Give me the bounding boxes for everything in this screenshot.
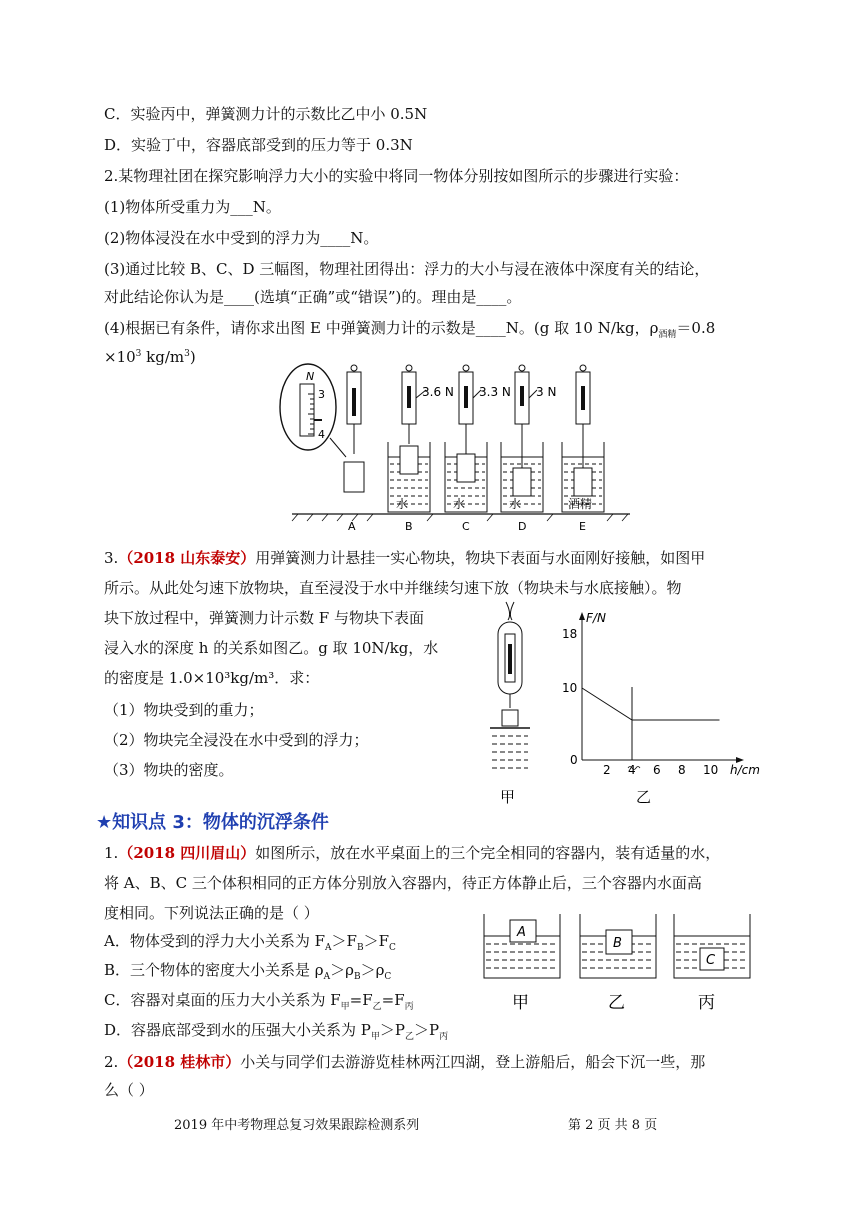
q2-part4a [104,318,715,345]
s3q1-line3: 度相同。下列说法正确的是（ ） [104,904,319,922]
block-a-label: A [517,925,526,940]
q2-part4a-text: (4)根据已有条件，请你求出图 E 中弹簧测力计的示数是____N。(g 取 10 N/kg，ρ [104,319,659,337]
zoom-tick-3: 3 [318,388,325,401]
q3-line3: 块下放过程中，弹簧测力计示数 F 与物块下表面 [104,609,424,627]
y-axis-label: F/N [586,611,606,625]
q2-intro: 2.某物理社团在探究影响浮力大小的实验中将同一物体分别按如图所示的步骤进行实验： [104,167,689,185]
q2-part4a-sub: 酒精 [658,330,677,340]
s3q2-text1: 小关与同学们去游游览桂林两江四湖，登上游船后，船会下沉一些，那 [240,1053,706,1071]
y-tick-18: 18 [562,627,578,641]
x-tick-6: 6 [653,763,661,777]
q2-part3b: 对此结论你认为是____(选填“正确”或“错误”)的。理由是____。 [104,288,522,306]
q2-part4a-tail: ＝0.8 [676,319,716,337]
block-c-label: C [706,953,716,968]
block-b-label: B [613,936,622,951]
s3q1-option-c: C．容器对桌面的压力大小关系为 $F_甲=F_乙=F_丙$ [104,991,414,1012]
scale-a [344,365,364,492]
q2-part4b-text: ×10 [104,348,136,366]
zoom-tick-4: 4 [318,428,325,441]
reading-b: 3.6 N [422,385,454,399]
s3q2-source: （2018 桂林市） [118,1053,241,1071]
s3q1-option-b-text: B．三个物体的密度大小关系是 ρ [104,961,324,979]
scale-e [576,365,590,468]
q3-number: 3. [104,549,119,567]
liquid-c: 水 [453,497,466,511]
s3q1-text1: 如图所示，放在水平桌面上的三个完全相同的容器内，装有适量的水， [255,844,721,862]
y-tick-0: 0 [570,753,578,767]
q3-figure [478,598,768,812]
s3q1-option-d-text: D．容器底部受到水的压强大小关系为 P [104,1021,371,1039]
q3-caption-right: 乙 [636,788,652,806]
s3q1-option-c-text: C．容器对桌面的压力大小关系为 F [104,991,341,1009]
x-axis-label: h/cm [730,763,760,777]
x-tick-10: 10 [703,763,719,777]
s3q1-number: 1. [104,844,119,862]
ground-hatch [292,514,628,521]
s3q1-option-d: D．容器底部受到水的压强大小关系为 $P_甲>P_乙>P_丙$ [104,1021,449,1042]
footer-series: 2019 年中考物理总复习效果跟踪检测系列 [174,1118,420,1133]
s3q1-figure [480,908,770,1016]
footer-page: 第 2 页 共 8 页 [568,1118,658,1133]
s3q1-line1 [104,843,720,863]
label-c: C [462,520,470,533]
q3-spring-scale [490,602,530,768]
container-bing [674,914,750,978]
scale-c [459,365,481,454]
liquid-e: 酒精 [568,497,593,511]
zoom-tick-n: N [306,370,315,383]
x-tick-2: 2 [603,763,611,777]
y-tick-10: 10 [562,681,578,695]
block-a [344,462,364,492]
s3q1-source: （2018 四川眉山） [118,844,256,862]
q3-sub1: （1）物块受到的重力； [104,701,264,719]
option-d: D．实验丁中，容器底部受到的压力等于 0.3N [104,136,413,154]
x-tick-8: 8 [678,763,686,777]
container-jia [484,914,560,978]
label-a: A [348,520,356,533]
q2-part4b-tail: kg/m [141,348,185,366]
beaker-b [388,442,430,512]
s3q1-option-b: B．三个物体的密度大小关系是 $\rho_A>\rho_B>\rho_C$ [104,961,392,982]
s3q1-option-a: A．物体受到的浮力大小关系为 $F_A>F_B>F_C$ [104,932,396,953]
q3-chart [562,611,760,777]
section-heading: ★知识点 3：物体的沉浮条件 [96,812,329,833]
q2-figure [278,362,640,534]
reading-d: 3 N [536,385,557,399]
s3q2-line2: 么（ ） [104,1081,154,1099]
s3q1-option-a-text: A．物体受到的浮力大小关系为 F [104,932,326,950]
scale-b [402,365,426,444]
zoom-scale [300,384,314,436]
q3-caption-left: 甲 [500,788,516,806]
q2-part4b [104,344,196,367]
q3-source: （2018 山东泰安） [118,549,256,567]
reading-c: 3.3 N [479,385,511,399]
s3q2-number: 2. [104,1053,119,1071]
q3-sub3: （3）物块的密度。 [104,761,234,779]
q3-line5: 的密度是 1.0×10³kg/m³．求： [104,669,320,687]
q2-part4b-sup: 3 [135,349,142,359]
caption-jia: 甲 [512,993,529,1013]
q2-part3a: (3)通过比较 B、C、D 三幅图，物理社团得出：浮力的大小与浸在液体中深度有关的结论， [104,260,710,278]
y-axis-arrow [579,612,585,620]
q2-part4b-end: ) [189,348,196,366]
liquid-b: 水 [396,497,409,511]
q3-sub2: （2）物块完全浸没在水中受到的浮力； [104,731,369,749]
q2-part4b-sup2: 3 [184,349,190,359]
q3-text1: 用弹簧测力计悬挂一实心物块，物块下表面与水面刚好接触，如图甲 [255,549,706,567]
option-c: C．实验丙中，弹簧测力计的示数比乙中小 0.5N [104,105,428,123]
scale-d [515,365,537,468]
label-e: E [579,520,586,533]
q3-line4: 浸入水的深度 h 的关系如图乙。g 取 10N/kg，水 [104,639,439,657]
q3-line1 [104,548,705,568]
q2-part2: (2)物体浸没在水中受到的浮力为____N。 [104,229,379,247]
label-b: B [405,520,413,533]
label-d: D [518,520,527,533]
s3q2-line1 [104,1052,705,1072]
s3q1-line2: 将 A、B、C 三个体积相同的正方体分别放入容器内，待正方体静止后，三个容器内水面高 [104,874,702,892]
f-h-line [582,688,720,720]
caption-bing: 丙 [698,993,715,1013]
q2-part1: (1)物体所受重力为___N。 [104,198,281,216]
liquid-d: 水 [509,497,522,511]
container-yi [580,914,656,978]
q3-block [502,710,518,726]
caption-yi: 乙 [608,993,625,1013]
x-tick-4: 4 [628,763,636,777]
q3-line2: 所示。从此处匀速下放物块，直至浸没于水中并继续匀速下放（物块未与水底接触）。物 [104,579,682,597]
